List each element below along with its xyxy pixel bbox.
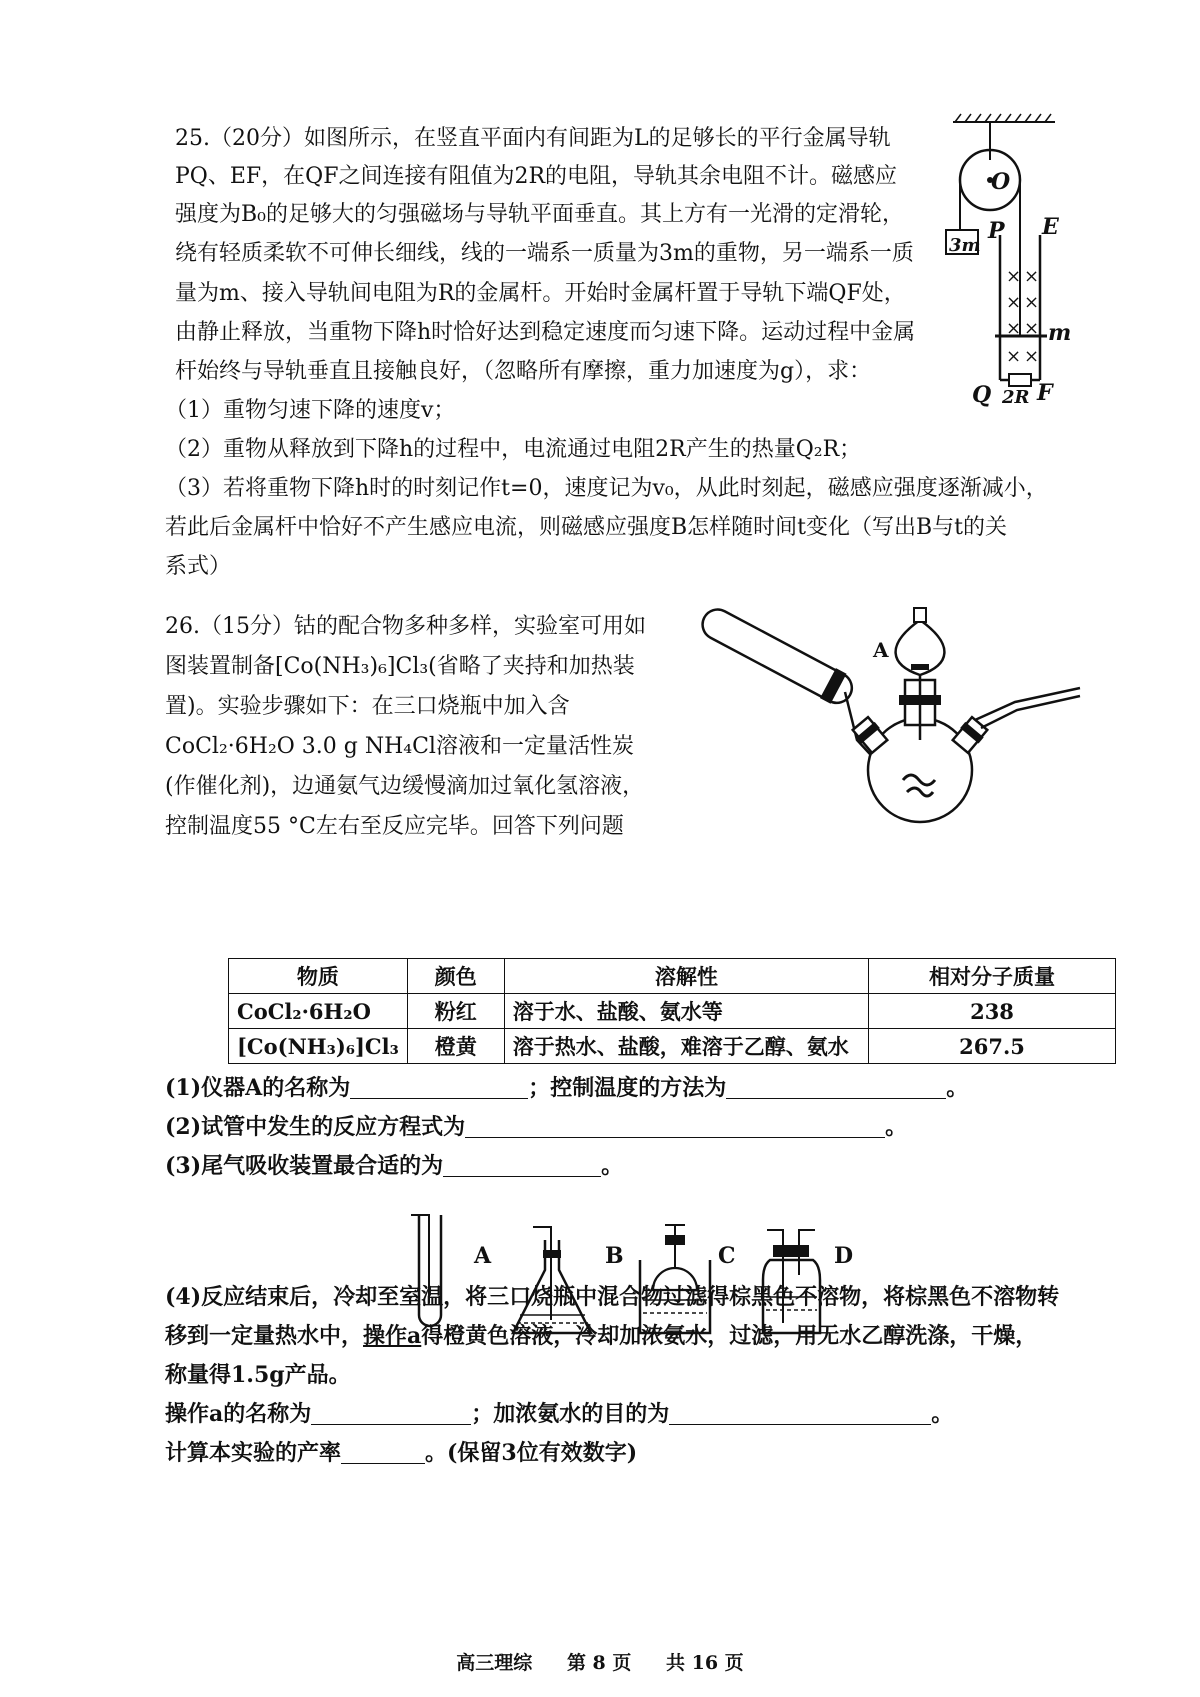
field-mark: × [1006, 266, 1022, 287]
table-cell: 粉红 [407, 994, 504, 1029]
apparatus-label-a: A [873, 638, 889, 662]
q26-sub-4-line-5 [165, 1438, 637, 1468]
q26-sub-3-text: (3)尾气吸收装置最合适的为 [165, 1153, 444, 1179]
q26-sub-2 [165, 1112, 907, 1142]
field-mark: × [1006, 318, 1022, 339]
q26-sub-4-text-cont: 得橙黄色溶液，冷却加浓氨水，过滤，用无水乙醇洗涤，干燥， [421, 1323, 1038, 1349]
table-cell: 橙黄 [407, 1029, 504, 1064]
option-label-a[interactable]: A [474, 1243, 492, 1269]
field-mark: × [1024, 292, 1040, 313]
footer-page: 第 8 页 [566, 1652, 632, 1674]
answer-blank[interactable] [341, 1441, 425, 1464]
q25-line-5: 量为m、接入导轨间电阻为R的金属杆。开始时金属杆置于导轨下端QF处， [175, 281, 906, 306]
field-mark: × [1006, 292, 1022, 313]
sentence-end: 。 [931, 1401, 954, 1427]
answer-blank[interactable] [311, 1402, 471, 1425]
page-footer [0, 1648, 1200, 1675]
weight-label-3m: 3m [949, 235, 981, 256]
field-mark: × [1024, 318, 1040, 339]
resistor-label-2r: 2R [1002, 387, 1030, 408]
q26-sub-3 [165, 1151, 623, 1181]
answer-blank[interactable] [350, 1076, 528, 1099]
table-header: 相对分子质量 [869, 959, 1116, 994]
q26-sub-4-line-4 [165, 1399, 953, 1429]
q25-line-1: 25.（20分）如图所示，在竖直平面内有间距为L的足够长的平行金属导轨 [175, 126, 891, 151]
rod-label-m: m [1048, 320, 1072, 346]
operation-a-prompt: 操作a的名称为 [165, 1401, 312, 1427]
sentence-end: 。 [946, 1075, 969, 1101]
table-header: 颜色 [407, 959, 504, 994]
q25-line-3: 强度为B₀的足够大的匀强磁场与导轨平面垂直。其上方有一光滑的定滑轮， [175, 202, 904, 227]
table-cell: CoCl₂·6H₂O [229, 994, 408, 1029]
rail-label-q: Q [972, 382, 992, 408]
q26-sub-4-line-2 [165, 1321, 1037, 1351]
q25-sub-2: （2）重物从释放到下降h的过程中，电流通过电阻2R产生的热量Q₂R； [165, 437, 862, 462]
q25-line-7: 杆始终与导轨垂直且接触良好，（忽略所有摩擦，重力加速度为g），求： [175, 359, 872, 384]
q25-line-6: 由静止释放，当重物下降h时恰好达到稳定速度而匀速下降。运动过程中金属 [175, 320, 916, 345]
q25-sub-1: （1）重物匀速下降的速度v； [165, 398, 456, 423]
option-label-b[interactable]: B [605, 1243, 624, 1269]
properties-table [228, 958, 1116, 1064]
q25-line-2: PQ、EF，在QF之间连接有阻值为2R的电阻，导轨其余电阻不计。磁感应 [175, 164, 898, 189]
answer-blank[interactable] [669, 1402, 931, 1425]
table-header-row [229, 959, 1116, 994]
q26-line-3: 置)。实验步骤如下：在三口烧瓶中加入含 [165, 694, 570, 719]
q26-sub-1 [165, 1073, 968, 1103]
rail-label-e: E [1042, 214, 1059, 240]
ammonia-purpose-prompt: ；加浓氨水的目的为 [471, 1401, 670, 1427]
table-row [229, 1029, 1116, 1064]
q26-sub-4-text: 移到一定量热水中， [165, 1323, 364, 1349]
table-cell: 238 [869, 994, 1116, 1029]
table-header: 溶解性 [504, 959, 868, 994]
footer-total: 共 16 页 [666, 1652, 744, 1674]
q26-sub-4-line-1: (4)反应结束后，冷却至室温，将三口烧瓶中混合物过滤得棕黑色不溶物，将棕黑色不溶物转 [165, 1284, 1060, 1310]
table-row [229, 994, 1116, 1029]
q25-sub-3-end: 系式） [165, 554, 232, 579]
operation-a-underlined: 操作a [363, 1323, 422, 1349]
q26-line-6: 控制温度55 °C左右至反应完毕。回答下列问题 [165, 814, 624, 839]
option-c-device [640, 1225, 710, 1333]
q26-sub-2-text: (2)试管中发生的反应方程式为 [165, 1114, 466, 1140]
yield-note: 。(保留3位有效数字) [425, 1440, 638, 1466]
option-label-c[interactable]: C [718, 1243, 736, 1269]
q26-line-1: 26.（15分）钴的配合物多种多样，实验室可用如 [165, 614, 646, 639]
sentence-end: 。 [601, 1153, 624, 1179]
rail-label-p: P [988, 218, 1005, 244]
q25-line-4: 绕有轻质柔软不可伸长细线，线的一端系一质量为3m的重物，另一端系一质 [175, 241, 914, 266]
field-mark: × [1024, 266, 1040, 287]
q25-sub-3: （3）若将重物下降h时的时刻记作t=0，速度记为v₀，从此时刻起，磁感应强度逐渐减小， [165, 476, 1048, 501]
table-cell: 溶于水、盐酸、氨水等 [504, 994, 868, 1029]
field-mark: × [1024, 346, 1040, 367]
pulley-label-o: O [991, 169, 1011, 195]
q26-sub-1-text-a: (1)仪器A的名称为 [165, 1075, 351, 1101]
q26-sub-1-text-b: ；控制温度的方法为 [528, 1075, 727, 1101]
rail-label-f: F [1037, 380, 1053, 406]
option-label-d[interactable]: D [834, 1243, 854, 1269]
yield-prompt: 计算本实验的产率 [165, 1440, 342, 1466]
table-cell: [Co(NH₃)₆]Cl₃ [229, 1029, 408, 1064]
answer-blank[interactable] [465, 1115, 885, 1138]
option-b-device [513, 1227, 591, 1333]
q26-line-5: (作催化剂)，边通氨气边缓慢滴加过氧化氢溶液， [165, 774, 645, 799]
answer-blank[interactable] [726, 1076, 946, 1099]
q26-line-2: 图装置制备[Co(NH₃)₆]Cl₃(省略了夹持和加热装 [165, 654, 635, 679]
sentence-end: 。 [885, 1114, 908, 1140]
table-cell: 溶于热水、盐酸，难溶于乙醇、氨水 [504, 1029, 868, 1064]
field-mark: × [1006, 346, 1022, 367]
footer-subject: 高三理综 [456, 1652, 533, 1674]
q26-line-4: CoCl₂·6H₂O 3.0 g NH₄Cl溶液和一定量活性炭 [165, 734, 634, 759]
q25-sub-3-cont: 若此后金属杆中恰好不产生感应电流，则磁感应强度B怎样随时间t变化（写出B与t的关 [165, 515, 1008, 540]
table-header: 物质 [229, 959, 408, 994]
q26-sub-4-line-3: 称量得1.5g产品。 [165, 1362, 351, 1388]
answer-blank[interactable] [443, 1154, 601, 1177]
table-cell: 267.5 [869, 1029, 1116, 1064]
